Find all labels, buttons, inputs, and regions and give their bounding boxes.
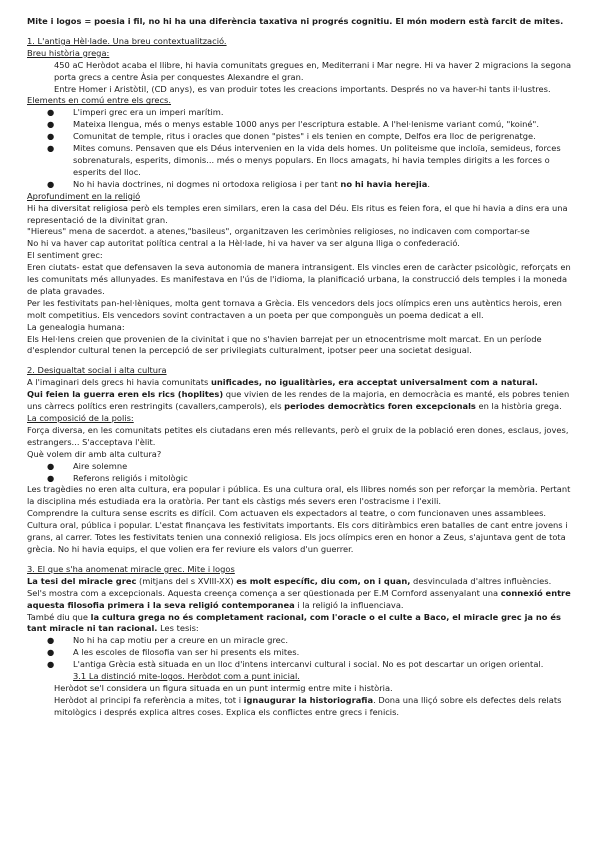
text-run: desvinculada d'altres influències. Sel's mostra com a excepcionals. Aquesta creença comença a ser qüestionada per E.M Cornford	[27, 575, 552, 598]
text-run-bold: La tesi del miracle grec	[27, 575, 137, 586]
inequality-paragraph-2	[27, 389, 573, 413]
bullet-icon: ●	[47, 178, 55, 189]
religion-subtitle: Aprofundiment en la religió	[27, 190, 141, 201]
text-run: Les tesis:	[157, 623, 199, 634]
section-3-title: 3. El que s'ha anomenat miracle grec. Mite i logos	[27, 563, 235, 574]
culture-paragraph-1: Les tragèdies no eren alta cultura, era popular i pública. Es una cultura oral, els llibres només son per reforçar la memòria. Pertant la disciplina més estudiada era la oratòria. Per tant els càstigs més severs eren l'ostracisme i l'exili.	[27, 484, 571, 507]
feeling-subtitle: El sentiment grec:	[27, 250, 103, 261]
text-run-bold: unificades, no igualitàries, era acceptat universalment com a natural.	[210, 377, 538, 388]
feeling-paragraph-1: Eren ciutats- estat que defensaven la seva autonomia de manera intransigent. Els vincles eren de caràcter psicològic, reforçats en les comunitats més allunyades. Es manifestava en l'ús de l'idioma, la planificació urbana, la construcció dels temples i la moneda de plata gravades.	[27, 262, 571, 296]
list-item	[27, 635, 573, 647]
list-item	[27, 647, 573, 659]
history-paragraph-1: 450 aC Heròdot acaba el llibre, hi havia comunitats gregues en, Mediterrani i Mar negre. Hi va haver 2 migracions la segona porta grecs a centre Àsia per conquestes Alexandre el gran.	[54, 59, 572, 82]
inequality-paragraph-1	[27, 377, 573, 389]
text-run-bold: ignaugurar la historiografia	[243, 694, 374, 705]
bullet-icon: ●	[47, 131, 55, 142]
text-run-bold: es molt específic, diu com, on i quan,	[236, 575, 411, 586]
common-elements-list	[27, 107, 573, 190]
text-run: Heròdot al principi fa referència a mites, tot i	[54, 694, 244, 705]
list-item	[27, 107, 573, 119]
list-item	[27, 131, 573, 143]
list-item	[27, 143, 573, 179]
history-subtitle: Breu història grega:	[27, 47, 110, 58]
high-culture-question: Què volem dir amb alta cultura?	[27, 448, 162, 459]
text-run: . Dona una lliçó sobre els defectes dels relats mitològics i després explica altres coses. Explica els conflictes entre grecs i fenicis.	[54, 694, 562, 717]
list-item-end: .	[427, 178, 430, 189]
text-run: A l'imaginari dels grecs hi havia comunitats	[27, 377, 211, 388]
list-item-text: Referons religiós i mitològic	[73, 472, 188, 483]
high-culture-list	[27, 461, 573, 485]
list-item	[27, 119, 573, 131]
text-run-bold: connexió entre aquesta filosofia primera i la seva religió contemporanea	[27, 587, 571, 610]
polis-subtitle: La composició de la polis:	[27, 413, 134, 423]
polis-paragraph-1: Força diversa, en les comunitats petites els ciutadans eren més rellevants, però el gruix de la població eren dones, esclaus, joves, estrangers... S'acceptava l'èlit.	[27, 424, 569, 447]
genealogy-paragraph: Els Hel·lens creien que provenien de la civinitat i que no s'havien barrejat per un etnocentrisme molt marcat. En un període d'esplendor cultural tenen la percepció de ser privilegiats culturalment, ipotser peer una societat desigual.	[27, 333, 542, 356]
bullet-icon: ●	[47, 143, 55, 154]
list-item	[27, 659, 573, 671]
culture-paragraph-2: Comprendre la cultura sense escrits es difícil. Com actuaven els expectadors al teatre, o com funcionaven unes assamblees. Cultura oral, pública i popular. L'estat finançava les festivitats importants. Els cors ditiràmbics eren batalles de cant entre jovens i grans, al carrer. Totes les festivitats tenien una connexió religiosa. Els jocs olímpics eren en honor a Zeus, s'ajuntava gent de tota grècia. No hi havia equips, el que volien era fer reviure els valors d'un guerrer.	[27, 508, 568, 554]
intro-text: Mite i logos = poesia i fil, no hi ha una diferència taxativa ni progrés cognitiu. El món modern està farcit de mites.	[27, 16, 564, 26]
text-run: També diu que	[27, 611, 91, 622]
text-run-bold: periodes democràtics foren excepcionals	[284, 401, 476, 412]
list-item-text: A les escoles de filosofia van ser hi presents els mites.	[73, 647, 300, 658]
list-item	[27, 473, 573, 485]
thesis-list	[27, 635, 573, 671]
list-item-text: No hi havia doctrines, ni dogmes ni ortodoxa religiosa i per tant	[73, 178, 341, 189]
list-item	[27, 179, 573, 191]
bullet-icon: ●	[47, 635, 55, 646]
common-elements-subtitle: Elements en comú entre els grecs.	[27, 95, 172, 106]
text-run-bold: la cultura grega no és completament racional, com l'oracle o el culte a Baco, el miracle grec ja no és tant miracle ni tan racional.	[27, 611, 561, 634]
herodotus-paragraph-2	[27, 695, 573, 719]
list-item-text: L'imperi grec era un imperi marítim.	[73, 107, 224, 118]
herodotus-paragraph-1: Heròdot se'l considera un figura situada en un punt intermig entre mite i història.	[54, 682, 393, 693]
text-run: i la religió la influenciava.	[294, 599, 404, 610]
bullet-icon: ●	[47, 107, 55, 118]
bullet-icon: ●	[47, 472, 55, 483]
list-item	[27, 461, 573, 473]
list-item-text: L'antiga Grècia està situada en un lloc d'intens intercanvi cultural i social. No es pot descartar un origen oriental.	[73, 659, 544, 670]
list-item-text: Aire solemne	[73, 460, 128, 471]
list-item-bold: no hi havia herejia	[340, 178, 428, 189]
religion-paragraph-2: "Hiereus" mena de sacerdot. a atenes,"basileus", organitzaven les cerimònies religioses, no indicaven com comportar-se	[27, 226, 530, 237]
religion-paragraph-1: Hi ha diversitat religiosa però els temples eren similars, eren la casa del Déu. Els ritus es feien fora, el que hi havia a dins era una representació de la divinitat gran.	[27, 202, 568, 225]
bullet-icon: ●	[47, 647, 55, 658]
bullet-icon: ●	[47, 119, 55, 130]
section-2-title: 2. Desigualtat social i alta cultura	[27, 365, 167, 376]
list-item-text: Mateixa llengua, més o menys estable 1000 anys per l'escriptura estable. A l'hel·lenisme variant comú, "koiné".	[73, 119, 539, 130]
list-item-text: Mites comuns. Pensaven que els Déus intervenien en la vida dels homes. Un politeisme que incloïa, semideus, forces sobrenaturals, esperits, dimonis... més o menys populars. En llocs amagats, hi havia temples dirigits a les forces o esperits del lloc.	[73, 143, 561, 177]
text-run: assenyalant una	[429, 587, 501, 598]
text-run-bold: Qui feien la guerra eren els rics (hoplites)	[27, 389, 224, 400]
list-item-text: Comunitat de temple, ritus i oracles que donen "pistes" i els tenien en compte, Delfos era lloc de perigrenatge.	[73, 131, 536, 142]
genealogy-subtitle: La genealogia humana:	[27, 321, 125, 332]
text-run: que vivien de les rendes de la majoria, en democràcia es manté, els pobres tenien uns càrrecs polítics eren restringits (cavallers,camperols), els	[27, 389, 570, 412]
bullet-icon: ●	[47, 659, 55, 670]
text-run: (mitjans del s XVIII-XX)	[136, 575, 237, 586]
list-item-text: No hi ha cap motiu per a creure en un miracle grec.	[73, 635, 288, 646]
subsection-3-1-title: 3.1 La distinció mite-logos. Heròdot com a punt inicial.	[73, 671, 300, 682]
feeling-paragraph-2: Per les festivitats pan-hel·lèniques, molta gent tornava a Grècia. Els vencedors dels jocs olímpics eren uns autèntics herois, eren molt competitius. Els vencedors sovint contractaven a un poeta per que componguès un poema dedicat a ell.	[27, 297, 562, 320]
text-run: en la història grega.	[475, 401, 562, 412]
intro-line	[27, 16, 573, 28]
history-paragraph-2: Entre Homer i Aristòtil, (CD anys), es van produir totes les creacions importants. Després no va haver-hi tants il·lustres.	[54, 83, 551, 94]
religion-paragraph-3: No hi va haver cap autoritat política central a la Hèl·lade, hi va haver va ser alguna lliga o confederació.	[27, 238, 460, 249]
bullet-icon: ●	[47, 460, 55, 471]
miracle-paragraph-1	[27, 576, 573, 612]
miracle-paragraph-2	[27, 612, 573, 636]
section-1-title: 1. L'antiga Hèl·lade. Una breu contextualització.	[27, 35, 227, 46]
